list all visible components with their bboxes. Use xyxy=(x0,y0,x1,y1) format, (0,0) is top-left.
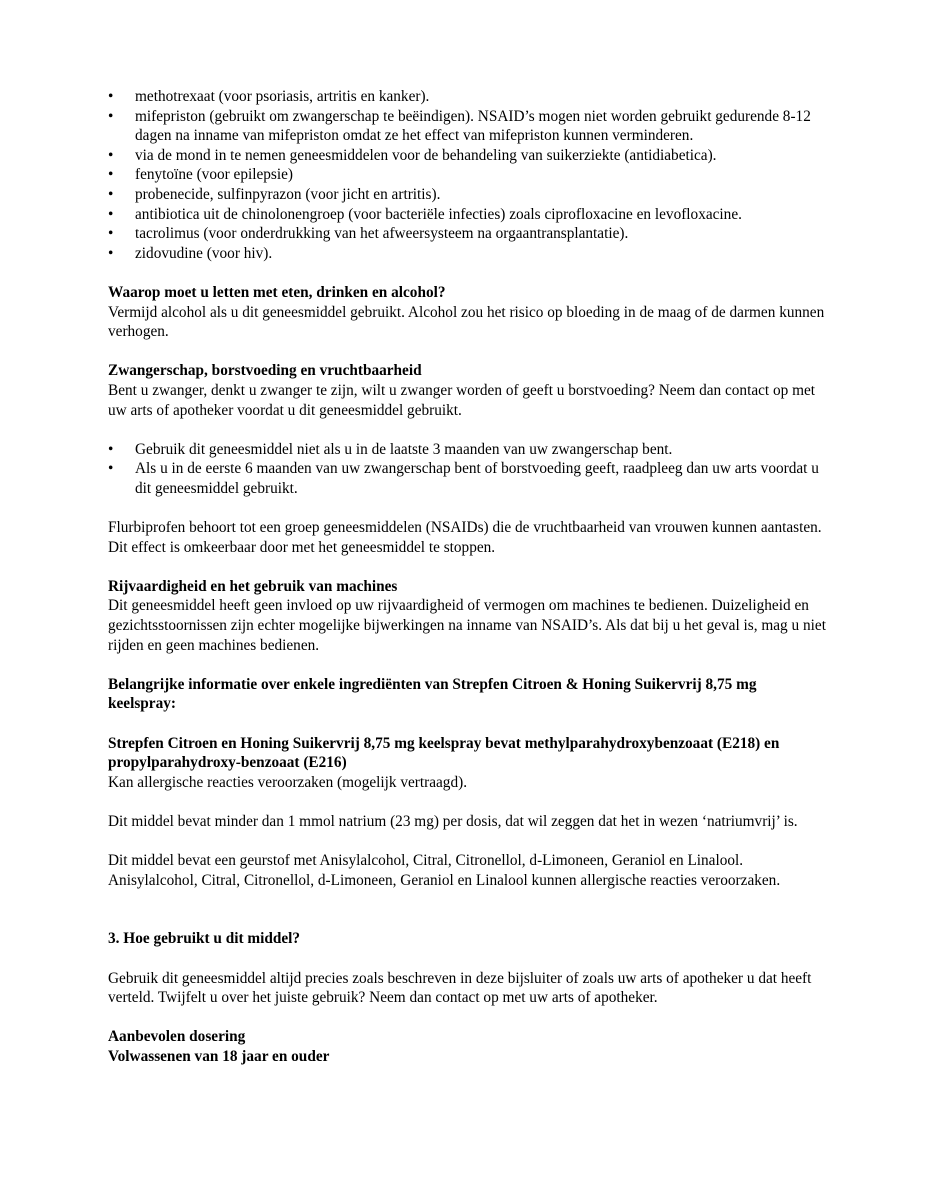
driving-body: Dit geneesmiddel heeft geen invloed op uw rijvaardigheid of vermogen om machines te bedienen. Duizeligheid en gezichtsstoornissen zijn echter mogelijke bijwerkingen na inname van NSAID’s. Als dat bij u het geval is, mag u niet rijden en geen machines bedienen. xyxy=(108,597,826,654)
list-item: • Gebruik dit geneesmiddel niet als u in de laatste 3 maanden van uw zwangerschap bent. xyxy=(108,440,673,458)
list-item: • mifepriston (gebruikt om zwangerschap te beëindigen). NSAID’s mogen niet worden gebruikt gedurende 8-12 dagen na inname van mifepriston omdat ze het effect van mifepriston kunnen verminderen. xyxy=(108,107,811,145)
list-item: • antibiotica uit de chinolonengroep (voor bacteriële infecties) zoals ciprofloxacine en levofloxacine. xyxy=(108,205,742,223)
pregnancy-list xyxy=(108,440,828,499)
fertility-paragraph: Flurbiprofen behoort tot een groep geneesmiddelen (NSAIDs) die de vruchtbaarheid van vrouwen kunnen aantasten. Dit effect is omkeerbaar door met het geneesmiddel te stoppen. xyxy=(108,519,822,556)
bullet-icon: • xyxy=(108,88,114,105)
driving-heading: Rijvaardigheid en het gebruik van machines xyxy=(108,577,398,595)
sodium-paragraph: Dit middel bevat minder dan 1 mmol natrium (23 mg) per dosis, dat wil zeggen dat het in wezen ‘natriumvrij’ is. xyxy=(108,812,798,830)
bullet-icon: • xyxy=(108,440,114,458)
pregnancy-heading: Zwangerschap, borstvoeding en vruchtbaarheid xyxy=(108,362,422,380)
section-3-body: Gebruik dit geneesmiddel altijd precies zoals beschreven in deze bijsluiter of zoals uw arts of apotheker u dat heeft verteld. Twijfelt u over het juiste gebruik? Neem dan contact op met uw arts of apotheker. xyxy=(108,969,812,1007)
list-item: • via de mond in te nemen geneesmiddelen voor de behandeling van suikerziekte (antidiabetica). xyxy=(108,146,717,164)
food-drink-body: Vermijd alcohol als u dit geneesmiddel gebruikt. Alcohol zou het risico op bloeding in de maag of de darmen kunnen verhogen. xyxy=(108,303,825,341)
food-drink-heading: Waarop moet u letten met eten, drinken en alcohol? xyxy=(108,283,446,301)
adults-heading: Volwassenen van 18 jaar en ouder xyxy=(108,1047,330,1065)
list-item: • fenytoïne (voor epilepsie) xyxy=(108,166,294,184)
bullet-icon: • xyxy=(108,244,114,262)
paraben-body: Kan allergische reacties veroorzaken (mogelijk vertraagd). xyxy=(108,773,468,791)
bullet-icon: • xyxy=(108,205,114,223)
pregnancy-body: Bent u zwanger, denkt u zwanger te zijn, wilt u zwanger worden of geeft u borstvoeding? Neem dan contact op met uw arts of apotheker voordat u dit geneesmiddel gebruikt. xyxy=(108,381,816,419)
fragrance-paragraph: Dit middel bevat een geurstof met Anisylalcohol, Citral, Citronellol, d-Limoneen, Geraniol en Linalool. Anisylalcohol, Citral, Citronellol, d-Limoneen, Geraniol en Linalool kunnen allergische reacties veroorzaken. xyxy=(108,852,781,889)
list-item: • Als u in de eerste 6 maanden van uw zwangerschap bent of borstvoeding geeft, raadpleeg dan uw arts voordat u dit geneesmiddel gebruikt. xyxy=(108,460,819,497)
dosage-heading: Aanbevolen dosering xyxy=(108,1028,246,1046)
bullet-icon: • xyxy=(108,460,114,478)
ingredients-heading: Belangrijke informatie over enkele ingrediënten van Strepfen Citroen & Honing Suikervrij 8,75 mg keelspray: xyxy=(108,675,757,713)
bullet-icon: • xyxy=(108,185,114,203)
paraben-heading: Strepfen Citroen en Honing Suikervrij 8,75 mg keelspray bevat methylparahydroxybenzoaat (E218) en propylparahydroxy-benzoaat (E216) xyxy=(108,734,780,772)
bullet-icon: • xyxy=(108,146,114,164)
list-item: • tacrolimus (voor onderdrukking van het afweersysteem na orgaantransplantatie). xyxy=(108,225,629,243)
leaflet-page xyxy=(108,87,828,1067)
interactions-list xyxy=(108,87,828,263)
bullet-icon: • xyxy=(108,107,114,125)
section-3-heading: 3. Hoe gebruikt u dit middel? xyxy=(108,930,301,948)
bullet-icon: • xyxy=(108,225,114,243)
list-item: • zidovudine (voor hiv). xyxy=(108,244,273,262)
list-item: • probenecide, sulfinpyrazon (voor jicht en artritis). xyxy=(108,185,441,203)
list-item: • methotrexaat (voor psoriasis, artritis en kanker). xyxy=(108,88,430,105)
bullet-icon: • xyxy=(108,166,114,184)
